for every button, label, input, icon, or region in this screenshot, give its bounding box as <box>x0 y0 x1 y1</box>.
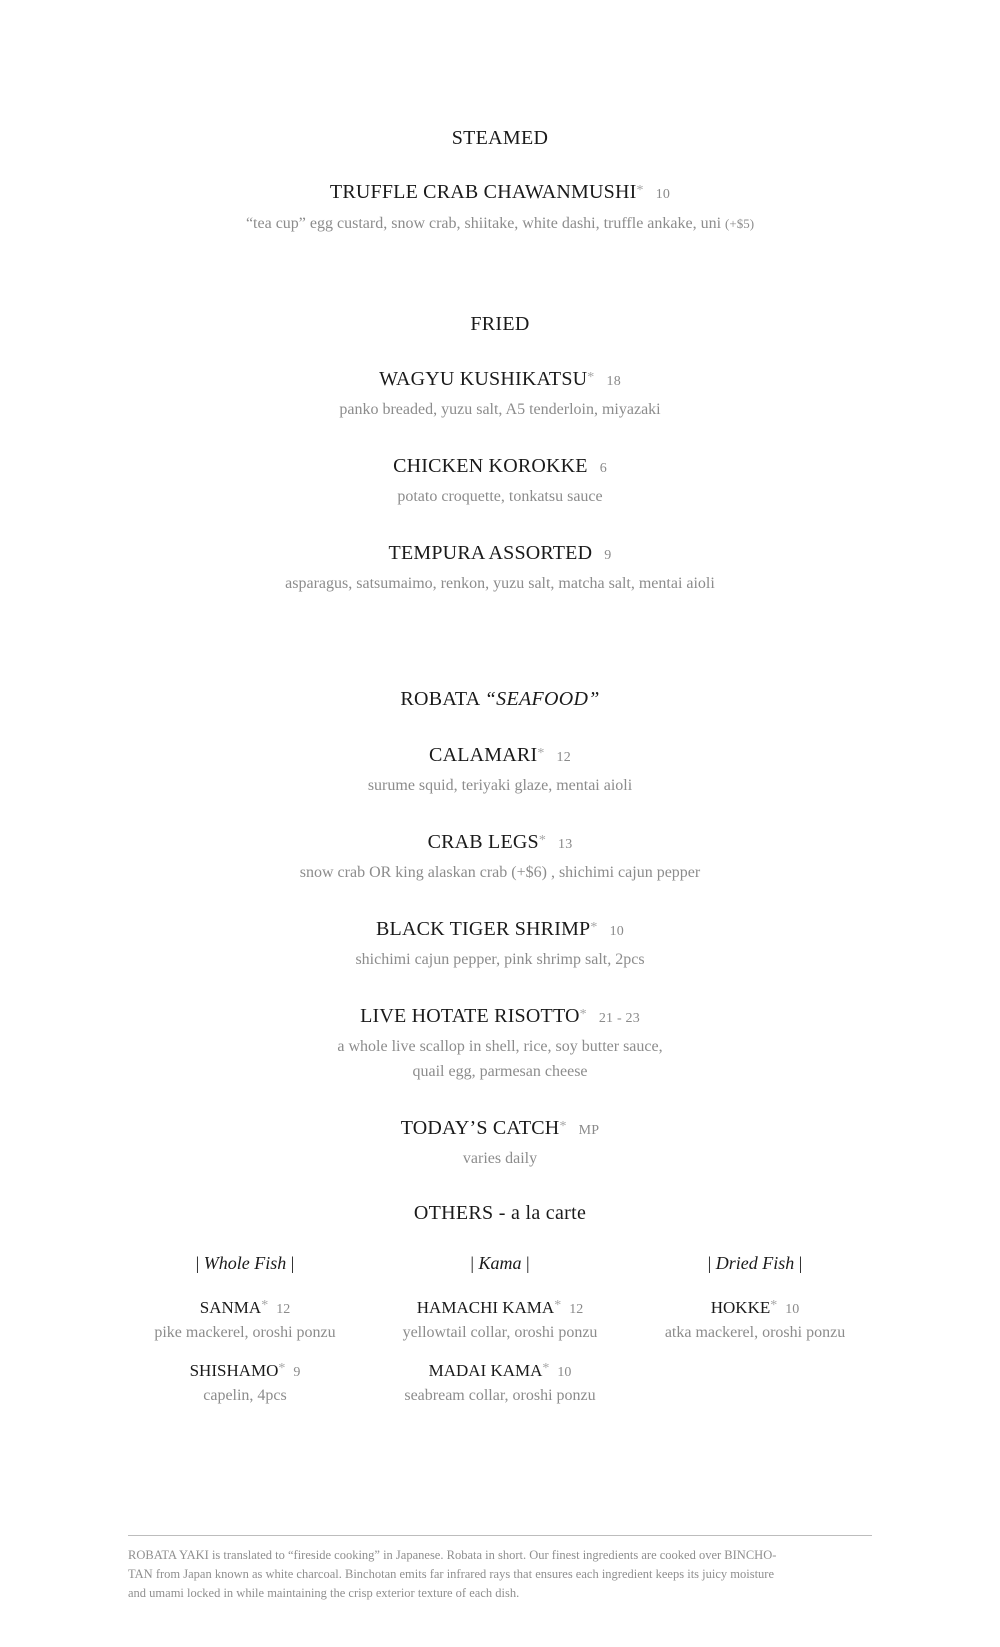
item-price: 10 <box>655 187 671 202</box>
bar-right: | <box>526 1253 530 1273</box>
menu-item-name <box>370 1298 630 1318</box>
footer-line: ROBATA YAKI is translated to “fireside cooking” in Japanese. Robata in short. Our finest ingredients are cooked over BINCHO- <box>128 1548 777 1562</box>
star-marker: * <box>590 920 598 935</box>
column-title: Kama <box>478 1253 522 1273</box>
item-name: SANMA <box>199 1298 262 1317</box>
menu-item-description: capelin, 4pcs <box>203 1387 287 1404</box>
menu-item-description: varies daily <box>462 1150 538 1167</box>
menu-item-description: snow crab OR king alaskan crab (+$6) , shichimi cajun pepper <box>299 864 701 881</box>
menu-item-description: quail egg, parmesan cheese <box>412 1063 588 1080</box>
menu-item-name <box>625 1298 885 1318</box>
item-price: 18 <box>606 374 621 389</box>
menu-item-description: panko breaded, yuzu salt, A5 tenderloin, miyazaki <box>339 401 661 418</box>
item-price: 12 <box>556 750 571 765</box>
star-marker: * <box>542 1361 550 1376</box>
footer-line: and umami locked in while maintaining the crisp exterior texture of each dish. <box>128 1586 520 1600</box>
item-name: SHISHAMO <box>189 1361 279 1380</box>
star-marker: * <box>587 370 595 385</box>
menu-item-description: asparagus, satsumaimo, renkon, yuzu salt, matcha salt, mentai aioli <box>285 575 715 592</box>
robata-label: ROBATA <box>400 688 480 710</box>
item-name: TEMPURA ASSORTED <box>388 542 593 564</box>
item-name: MADAI KAMA <box>428 1361 543 1380</box>
item-price: 12 <box>569 1302 584 1317</box>
star-marker: * <box>538 833 547 848</box>
column-heading-kama <box>370 1253 630 1274</box>
star-marker: * <box>278 1361 286 1376</box>
menu-item-name <box>0 542 1000 565</box>
star-marker: * <box>554 1298 562 1313</box>
menu-item-name <box>0 831 1000 854</box>
menu-item-description: pike mackerel, oroshi ponzu <box>154 1324 336 1341</box>
menu-item-name <box>0 455 1000 478</box>
star-marker: * <box>636 183 644 198</box>
item-name: CHICKEN KOROKKE <box>393 455 588 477</box>
star-marker: * <box>559 1119 567 1134</box>
footer-divider <box>128 1535 872 1536</box>
menu-item-description: seabream collar, oroshi ponzu <box>404 1387 596 1404</box>
menu-item-name <box>0 1117 1000 1140</box>
item-name: TRUFFLE CRAB CHAWANMUSHI <box>329 181 637 203</box>
column-heading-dried-fish <box>625 1253 885 1274</box>
item-price: 12 <box>276 1302 291 1317</box>
section-heading-fried: FRIED <box>470 313 530 335</box>
item-price: 10 <box>609 924 624 939</box>
item-price: 21 - 23 <box>598 1011 640 1026</box>
item-name: TODAY’S CATCH <box>400 1117 560 1139</box>
footer-line: TAN from Japan known as white charcoal. Binchotan emits far infrared rays that ensures each ingredient keeps its juicy moisture <box>128 1567 775 1581</box>
item-price: 9 <box>293 1365 301 1380</box>
menu-item-description: shichimi cajun pepper, pink shrimp salt, 2pcs <box>355 951 645 968</box>
item-price: 9 <box>604 548 612 563</box>
menu-item-name <box>115 1298 375 1318</box>
menu-item-name <box>0 918 1000 941</box>
menu-item-description <box>0 211 1000 236</box>
item-name: WAGYU KUSHIKATSU <box>379 368 588 390</box>
section-heading-others: OTHERS - a la carte <box>413 1202 587 1224</box>
bar-left: | <box>707 1253 712 1273</box>
column-title: Dried Fish <box>715 1253 795 1273</box>
star-marker: * <box>579 1007 587 1022</box>
column-title: Whole Fish <box>203 1253 287 1273</box>
menu-item-description: potato croquette, tonkatsu sauce <box>397 488 603 505</box>
menu-item-name <box>0 181 1000 204</box>
item-price: MP <box>578 1123 600 1138</box>
item-name: LIVE HOTATE RISOTTO <box>360 1005 580 1027</box>
item-price: 10 <box>785 1302 800 1317</box>
bar-left: | <box>470 1253 474 1273</box>
menu-item-name <box>115 1361 375 1381</box>
section-heading-steamed: STEAMED <box>451 127 549 149</box>
star-marker: * <box>770 1298 778 1313</box>
menu-item-name <box>0 744 1000 767</box>
bar-right: | <box>798 1253 803 1273</box>
robata-subtitle: “SEAFOOD” <box>484 688 600 710</box>
star-marker: * <box>537 746 545 761</box>
section-heading-robata <box>0 688 1000 711</box>
item-name: BLACK TIGER SHRIMP <box>376 918 591 940</box>
menu-item-description: a whole live scallop in shell, rice, soy butter sauce, <box>337 1038 663 1055</box>
menu-item-name <box>0 368 1000 391</box>
item-price: 6 <box>599 461 607 476</box>
star-marker: * <box>261 1298 269 1313</box>
item-price: 13 <box>558 837 573 852</box>
menu-item-description: yellowtail collar, oroshi ponzu <box>402 1324 598 1341</box>
item-desc-extra: (+$5) <box>725 216 755 231</box>
menu-item-description: surume squid, teriyaki glaze, mentai aioli <box>367 777 633 794</box>
menu-item-description: atka mackerel, oroshi ponzu <box>664 1324 846 1341</box>
item-price: 10 <box>557 1365 572 1380</box>
item-name: CALAMARI <box>429 744 538 766</box>
item-name: CRAB LEGS <box>427 831 539 853</box>
footer-note <box>128 1546 872 1603</box>
menu-item-name <box>0 1005 1000 1028</box>
item-name: HAMACHI KAMA <box>416 1298 555 1317</box>
bar-right: | <box>290 1253 295 1273</box>
menu-item-name <box>370 1361 630 1381</box>
item-desc: “tea cup” egg custard, snow crab, shiitake, white dashi, truffle ankake, uni <box>245 215 722 232</box>
item-name: HOKKE <box>710 1298 771 1317</box>
bar-left: | <box>195 1253 200 1273</box>
column-heading-whole-fish <box>115 1253 375 1274</box>
